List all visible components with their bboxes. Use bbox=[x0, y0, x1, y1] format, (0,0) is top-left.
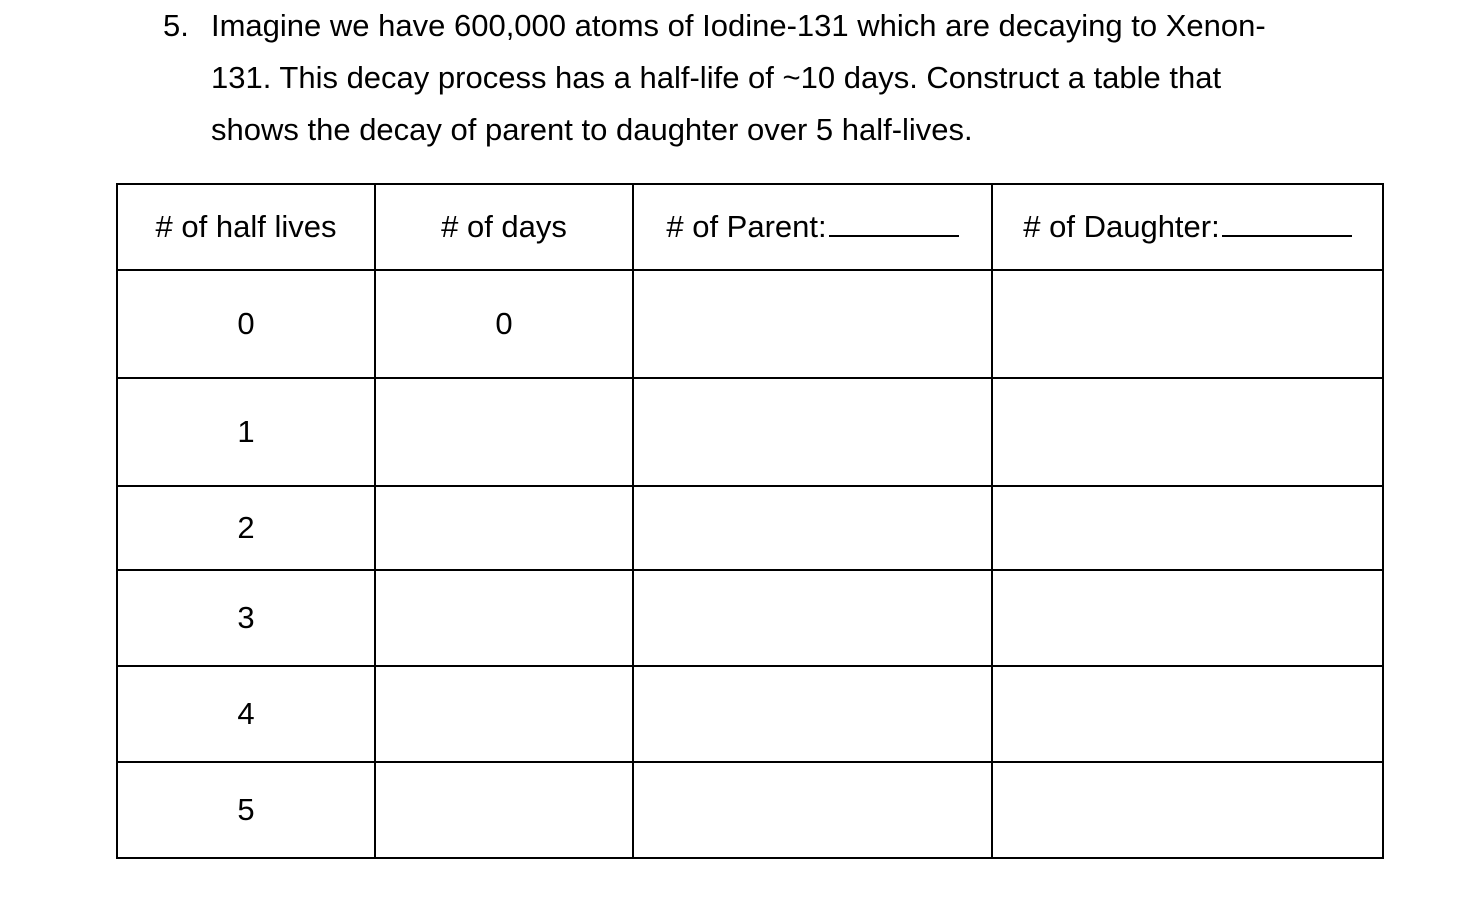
cell-parent[interactable] bbox=[633, 486, 992, 570]
daughter-blank-line[interactable] bbox=[1222, 209, 1352, 237]
cell-days[interactable] bbox=[375, 486, 633, 570]
question-text bbox=[211, 0, 1391, 156]
cell-days[interactable] bbox=[375, 666, 633, 762]
question-line: Imagine we have 600,000 atoms of Iodine-131 which are decaying to Xenon- bbox=[211, 8, 1266, 43]
cell-days[interactable] bbox=[375, 378, 633, 486]
header-parent-label: # of Parent: bbox=[666, 209, 827, 244]
cell-daughter[interactable] bbox=[992, 762, 1383, 858]
header-half-lives: # of half lives bbox=[117, 184, 375, 270]
cell-half-lives: 0 bbox=[117, 270, 375, 378]
table-row bbox=[117, 378, 1383, 486]
header-daughter-label: # of Daughter: bbox=[1023, 209, 1220, 244]
cell-days[interactable]: 0 bbox=[375, 270, 633, 378]
cell-daughter[interactable] bbox=[992, 378, 1383, 486]
cell-daughter[interactable] bbox=[992, 486, 1383, 570]
table-row bbox=[117, 666, 1383, 762]
decay-table bbox=[116, 183, 1384, 859]
cell-parent[interactable] bbox=[633, 270, 992, 378]
cell-half-lives: 1 bbox=[117, 378, 375, 486]
cell-parent[interactable] bbox=[633, 378, 992, 486]
cell-days[interactable] bbox=[375, 570, 633, 666]
question-line: 131. This decay process has a half-life of ~10 days. Construct a table that bbox=[211, 60, 1222, 95]
cell-parent[interactable] bbox=[633, 762, 992, 858]
cell-daughter[interactable] bbox=[992, 270, 1383, 378]
header-daughter bbox=[992, 184, 1383, 270]
cell-parent[interactable] bbox=[633, 570, 992, 666]
table-row bbox=[117, 270, 1383, 378]
cell-half-lives: 3 bbox=[117, 570, 375, 666]
header-days: # of days bbox=[375, 184, 633, 270]
header-parent bbox=[633, 184, 992, 270]
table-header-row bbox=[117, 184, 1383, 270]
table-row bbox=[117, 486, 1383, 570]
cell-half-lives: 2 bbox=[117, 486, 375, 570]
parent-blank-line[interactable] bbox=[829, 209, 959, 237]
cell-parent[interactable] bbox=[633, 666, 992, 762]
table-row bbox=[117, 762, 1383, 858]
question-number: 5. bbox=[163, 8, 189, 43]
table-row bbox=[117, 570, 1383, 666]
cell-half-lives: 4 bbox=[117, 666, 375, 762]
cell-half-lives: 5 bbox=[117, 762, 375, 858]
cell-daughter[interactable] bbox=[992, 570, 1383, 666]
question-line: shows the decay of parent to daughter over 5 half-lives. bbox=[211, 112, 973, 147]
cell-daughter[interactable] bbox=[992, 666, 1383, 762]
cell-days[interactable] bbox=[375, 762, 633, 858]
